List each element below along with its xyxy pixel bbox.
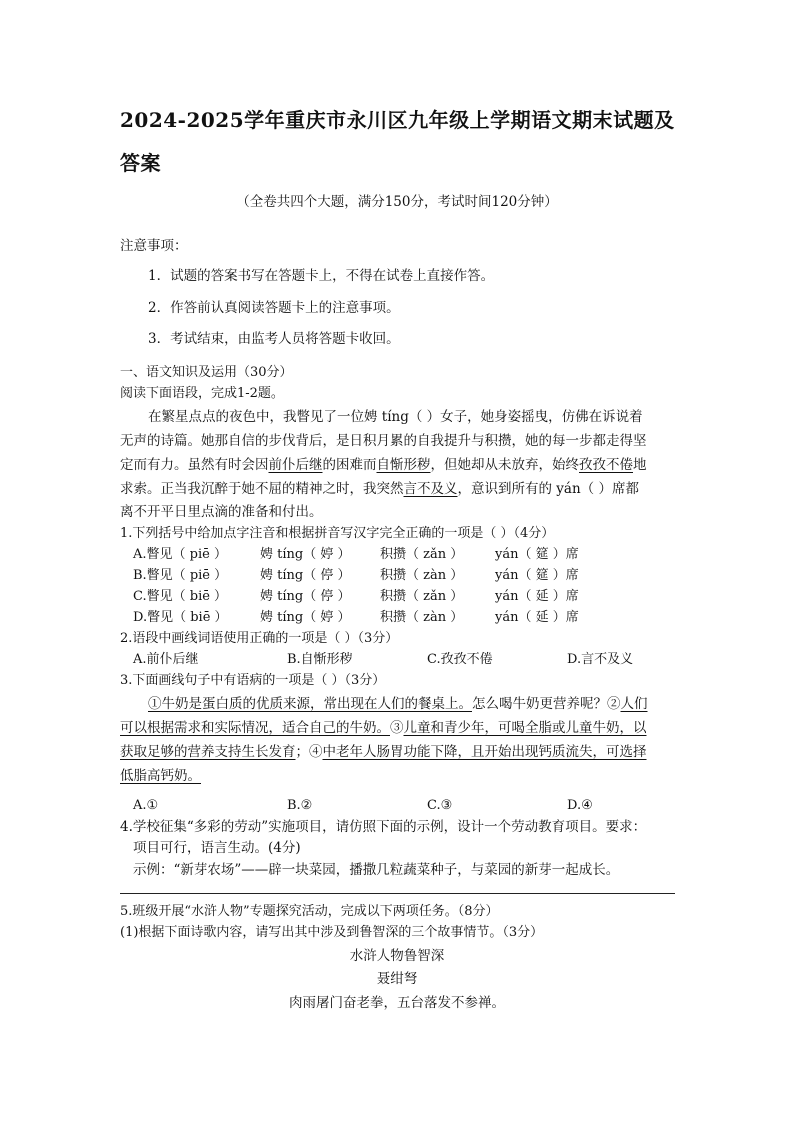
poem-line: 肉雨屠门奋老拳，五台落发不参禅。 <box>289 995 505 1011</box>
notice-item: 3．考试结束，由监考人员将答题卡收回。 <box>148 331 400 347</box>
page-title-line1: 2024-2025学年重庆市永川区九年级上学期语文期末试题及 <box>120 108 675 132</box>
question-1-stem: 1.下列括号中给加点字注音和根据拼音写汉字完全正确的一项是（ ）（4分） <box>120 526 555 541</box>
question-4-requirement: 项目可行，语言生动。(4分) <box>133 840 301 856</box>
passage-text: 求索。正当我沉醉于她不屈的精神之时，我突然 <box>120 481 404 497</box>
q2-option-b: B.自惭形秽 <box>287 652 353 667</box>
answer-line <box>120 893 675 894</box>
q1-option-b-d: yán（ 筵 ）席 <box>495 568 579 583</box>
q1-option-d: D.瞥见（ biē ） <box>133 610 228 625</box>
q1-option-c-b: 娉 tíng（ 停 ） <box>260 589 351 604</box>
q3-option-a: A.① <box>133 798 159 813</box>
passage-line: 离不开平日里点滴的准备和付出。 <box>120 504 323 520</box>
question-2-stem: 2.语段中画线词语使用正确的一项是（ ）（3分） <box>120 631 399 646</box>
q3-text: ③ <box>390 720 404 736</box>
underlined-word: 前仆后继 <box>268 457 323 473</box>
q3-text-line <box>120 740 647 760</box>
underlined-word: 言不及义 <box>403 481 458 497</box>
underlined-sentence: 人们 <box>620 696 648 712</box>
q1-option-a: A.瞥见（ piē ） <box>133 547 227 562</box>
notice-item: 1．试题的答案书写在答题卡上，不得在试卷上直接作答。 <box>148 268 495 284</box>
section-heading: 一、语文知识及运用（30分） <box>120 365 293 380</box>
q1-option-c: C.瞥见（ biē ） <box>133 589 228 604</box>
section-intro: 阅读下面语段，完成1-2题。 <box>120 386 284 401</box>
q1-option-d-d: yán（ 延 ）席 <box>495 610 579 625</box>
q1-option-d-c: 积攒（ zàn ） <box>380 610 464 625</box>
q3-option-b: B.② <box>287 798 313 813</box>
q3-text: ；④ <box>295 744 323 760</box>
question-4-stem: 4.学校征集“多彩的劳动”实施项目，请仿照下面的示例，设计一个劳动教育项目。要求： <box>120 819 647 835</box>
q1-option-b: B.瞥见（ piē ） <box>133 568 228 583</box>
q3-option-d: D.④ <box>567 798 593 813</box>
passage-line: 无声的诗篇。她那自信的步伐背后，是日积月累的自我提升与积攒，她的每一步都走得坚 <box>120 433 647 449</box>
question-5-sub1: (1)根据下面诗歌内容，请写出其中涉及到鲁智深的三个故事情节。（3分） <box>120 925 544 940</box>
q2-option-c: C.孜孜不倦 <box>427 652 493 667</box>
q3-option-c: C.③ <box>427 798 453 813</box>
underlined-sentence: 获取足够的营养支持生长发育 <box>120 744 296 760</box>
underlined-word: 孜孜不倦 <box>579 457 633 473</box>
passage-text: 定而有力。虽然有时会因 <box>120 457 269 473</box>
poem-author: 聂绀弩 <box>376 971 418 987</box>
q3-text-line <box>120 764 201 784</box>
q2-option-a: A.前仆后继 <box>133 652 199 667</box>
q1-option-b-c: 积攒（ zàn ） <box>380 568 464 583</box>
passage-text: 的困难而 <box>322 457 377 473</box>
q3-text: 怎么喝牛奶更营养呢？② <box>472 696 621 712</box>
underlined-sentence: 可以根据需求和实际情况，适合自己的牛奶。 <box>120 720 390 736</box>
passage-text: ，但她却从未放弃，始终 <box>430 457 579 473</box>
notice-heading: 注意事项： <box>120 238 188 254</box>
question-5-stem: 5.班级开展“水浒人物”专题探究活动，完成以下两项任务。（8分） <box>120 904 499 919</box>
passage-line: 在繁星点点的夜色中，我瞥见了一位娉 tíng（ ）女子，她身姿摇曳，仿佛在诉说着 <box>148 409 643 425</box>
passage-line <box>120 453 647 473</box>
passage-text: 地 <box>633 457 647 473</box>
passage-text: ，意识到所有的 yán（ ）席都 <box>457 481 639 497</box>
q1-option-c-d: yán（ 延 ）席 <box>495 589 579 604</box>
q1-option-a-c: 积攒（ zǎn ） <box>380 547 464 562</box>
question-4-example: 示例：“新芽农场”——辟一块菜园，播撒几粒蔬菜种子，与菜园的新芽一起成长。 <box>133 862 620 878</box>
q1-option-c-c: 积攒（ zǎn ） <box>380 589 464 604</box>
passage-line <box>120 477 639 497</box>
q3-text-line <box>148 692 648 712</box>
underlined-word: 自惭形秽 <box>376 457 431 473</box>
question-3-stem: 3.下面画线句子中有语病的一项是（ ）（3分） <box>120 673 386 688</box>
q1-option-a-b: 娉 tíng（ 婷 ） <box>260 547 351 562</box>
page-title-line2: 答案 <box>120 151 161 175</box>
exam-subtitle: （全卷共四个大题，满分150分，考试时间120分钟） <box>236 194 558 210</box>
q1-option-b-b: 娉 tíng（ 停 ） <box>260 568 351 583</box>
underlined-sentence: 儿童和青少年，可喝全脂或儿童牛奶，以 <box>403 720 647 736</box>
underlined-sentence: ①牛奶是蛋白质的优质来源，常出现在人们的餐桌上。 <box>148 696 472 712</box>
underlined-sentence: 中老年人肠胃功能下降，且开始出现钙质流失，可选择 <box>322 744 647 760</box>
q3-text-line <box>120 716 647 736</box>
q1-option-a-d: yán（ 筵 ）席 <box>495 547 579 562</box>
q2-option-d: D.言不及义 <box>567 652 634 667</box>
poem-title: 水浒人物鲁智深 <box>349 948 445 964</box>
underlined-sentence: 低脂高钙奶。 <box>120 768 201 784</box>
q1-option-d-b: 娉 tíng（ 婷 ） <box>260 610 351 625</box>
notice-item: 2．作答前认真阅读答题卡上的注意事项。 <box>148 300 400 316</box>
